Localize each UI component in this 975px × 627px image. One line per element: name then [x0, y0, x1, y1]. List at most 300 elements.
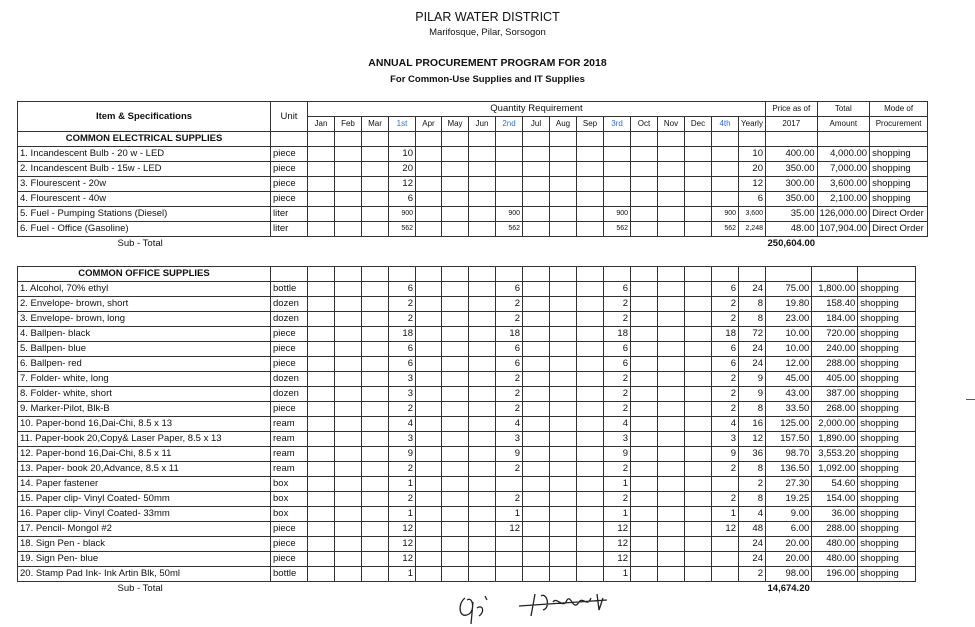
item-unit: piece: [271, 522, 308, 537]
unit-header: Unit: [271, 102, 308, 132]
table-cell: [335, 582, 362, 597]
quarter-qty: 2: [389, 462, 416, 477]
table-cell: [442, 522, 469, 537]
quarter-qty: 6: [712, 282, 739, 297]
table-cell: [416, 402, 442, 417]
table-cell: [362, 342, 389, 357]
yearly-qty: 10: [739, 147, 766, 162]
total-amount: 480.00: [812, 552, 858, 567]
table-cell: [469, 297, 496, 312]
procurement-mode: shopping: [858, 507, 916, 522]
quarter-qty: 900: [712, 207, 739, 222]
unit-price: 20.00: [766, 537, 812, 552]
procurement-mode: shopping: [858, 312, 916, 327]
table-cell: [362, 327, 389, 342]
table-cell: [362, 222, 389, 237]
total-amount: 126,000.00: [817, 207, 870, 222]
item-name: 6. Ballpen- red: [18, 357, 271, 372]
quarter-qty: 6: [389, 357, 416, 372]
yearly-qty: 2: [739, 477, 766, 492]
quarter-qty: 2: [712, 312, 739, 327]
table-cell: [362, 267, 389, 282]
quarter-qty: 18: [496, 327, 523, 342]
table-cell: [658, 177, 685, 192]
total-header: Total: [817, 102, 870, 117]
table-cell: [335, 462, 362, 477]
quarter-qty: [712, 567, 739, 582]
unit-price: 350.00: [766, 192, 818, 207]
table-cell: [362, 312, 389, 327]
table-cell: [658, 357, 685, 372]
table-cell: [469, 477, 496, 492]
table-row: [18, 372, 916, 387]
quarter-qty: 2: [712, 492, 739, 507]
table-cell: [631, 162, 658, 177]
total-amount: 3,600.00: [817, 177, 870, 192]
quarter-qty: [604, 192, 631, 207]
table-cell: [577, 192, 604, 207]
table-row: [18, 522, 916, 537]
unit-price: 6.00: [766, 522, 812, 537]
table-cell: [469, 147, 496, 162]
table-cell: [469, 222, 496, 237]
item-name: 1. Incandescent Bulb - 20 w - LED: [18, 147, 271, 162]
yearly-qty: 8: [739, 312, 766, 327]
table-cell: [523, 402, 550, 417]
unit-price: 350.00: [766, 162, 818, 177]
table-cell: [362, 237, 389, 252]
table-row: [18, 537, 916, 552]
table-row: [18, 402, 916, 417]
table-cell: [604, 237, 631, 252]
procurement-mode: shopping: [858, 567, 916, 582]
quarter-qty: 20: [389, 162, 416, 177]
procurement-mode: shopping: [858, 537, 916, 552]
table-cell: [335, 522, 362, 537]
quarter-qty: 12: [389, 177, 416, 192]
procurement-mode: shopping: [870, 162, 928, 177]
quarter-qty: 6: [712, 342, 739, 357]
table-cell: [523, 537, 550, 552]
table-row: [18, 507, 916, 522]
item-name: 5. Ballpen- blue: [18, 342, 271, 357]
item-unit: piece: [271, 192, 308, 207]
table-cell: [550, 147, 577, 162]
table-cell: [577, 162, 604, 177]
table-cell: [308, 282, 335, 297]
quarter-qty: [496, 537, 523, 552]
table-cell: [416, 567, 442, 582]
item-name: 3. Flourescent - 20w: [18, 177, 271, 192]
quarter-qty: 3: [389, 432, 416, 447]
table-cell: [523, 237, 550, 252]
month-header: Mar: [362, 117, 389, 132]
yearly-qty: 8: [739, 297, 766, 312]
table-cell: [523, 492, 550, 507]
table-cell: [362, 282, 389, 297]
yearly-qty: 72: [739, 327, 766, 342]
item-unit: dozen: [271, 312, 308, 327]
table-cell: [308, 312, 335, 327]
quarter-qty: 6: [389, 282, 416, 297]
total-amount: 158.40: [812, 297, 858, 312]
quarter-qty: 6: [604, 282, 631, 297]
quarter-qty: 2: [496, 297, 523, 312]
table-cell: [523, 282, 550, 297]
table-cell: [362, 162, 389, 177]
item-unit: ream: [271, 417, 308, 432]
table-cell: [631, 207, 658, 222]
table-cell: [631, 417, 658, 432]
table-cell: [308, 567, 335, 582]
table-cell: [658, 417, 685, 432]
table-cell: [416, 237, 442, 252]
table-cell: [631, 432, 658, 447]
table-cell: [442, 282, 469, 297]
item-unit: liter: [271, 222, 308, 237]
table-cell: [442, 507, 469, 522]
table-row: [18, 192, 928, 207]
table-cell: [416, 342, 442, 357]
table-cell: [442, 177, 469, 192]
quarter-qty: [496, 162, 523, 177]
unit-price: 12.00: [766, 357, 812, 372]
table-cell: [469, 282, 496, 297]
table-cell: [469, 192, 496, 207]
table-cell: [442, 132, 469, 147]
quarter-qty: 1: [389, 477, 416, 492]
table-cell: [442, 342, 469, 357]
item-name: 18. Sign Pen - black: [18, 537, 271, 552]
table-cell: [550, 477, 577, 492]
table-cell: [523, 132, 550, 147]
total-amount: 3,553.20: [812, 447, 858, 462]
quarter-qty: 562: [389, 222, 416, 237]
total-amount: 405.00: [812, 372, 858, 387]
total-amount: 268.00: [812, 402, 858, 417]
table-cell: [577, 447, 604, 462]
table-row: [18, 297, 916, 312]
table-cell: [577, 432, 604, 447]
table-cell: [416, 312, 442, 327]
item-unit: piece: [271, 162, 308, 177]
table-cell: [523, 387, 550, 402]
quarter-qty: 2: [604, 462, 631, 477]
table-cell: [577, 462, 604, 477]
table-cell: [658, 492, 685, 507]
table-cell: [631, 507, 658, 522]
table-cell: [685, 237, 712, 252]
procurement-mode: Direct Order: [870, 207, 928, 222]
quarter-qty: 3: [712, 432, 739, 447]
yearly-qty: 24: [739, 282, 766, 297]
table-cell: [362, 147, 389, 162]
table-cell: [335, 207, 362, 222]
quarter-qty: 2: [389, 402, 416, 417]
table-cell: [523, 177, 550, 192]
table-cell: [577, 507, 604, 522]
table-cell: [335, 387, 362, 402]
quarter-qty: 562: [604, 222, 631, 237]
table-cell: [577, 417, 604, 432]
table-row: [18, 387, 916, 402]
table-cell: [685, 552, 712, 567]
quarter-qty: 2: [496, 492, 523, 507]
yearly-qty: 9: [739, 372, 766, 387]
table-cell: [523, 507, 550, 522]
item-name: 9. Marker-Pilot, Blk-B: [18, 402, 271, 417]
quarter-qty: 900: [496, 207, 523, 222]
table-cell: [335, 222, 362, 237]
quarter-qty: [496, 192, 523, 207]
quarter-qty: 6: [496, 357, 523, 372]
table-cell: [523, 477, 550, 492]
procurement-mode: shopping: [858, 327, 916, 342]
table-cell: [442, 552, 469, 567]
total-amount: 1,800.00: [812, 282, 858, 297]
month-header: Jul: [523, 117, 550, 132]
item-name: 8. Folder- white, short: [18, 387, 271, 402]
table-cell: [308, 417, 335, 432]
table-cell: [335, 447, 362, 462]
month-header: 1st: [389, 117, 416, 132]
table-cell: [658, 297, 685, 312]
table-cell: [604, 132, 631, 147]
table-cell: [442, 492, 469, 507]
table-cell: [550, 237, 577, 252]
table-cell: [416, 582, 442, 597]
unit-price: 23.00: [766, 312, 812, 327]
table-row: [18, 282, 916, 297]
table-cell: [469, 132, 496, 147]
quarter-qty: 4: [712, 417, 739, 432]
table-cell: [631, 237, 658, 252]
quarter-qty: 562: [496, 222, 523, 237]
table-cell: [577, 147, 604, 162]
table-cell: [631, 312, 658, 327]
quarter-qty: 2: [712, 462, 739, 477]
month-header: Apr: [416, 117, 442, 132]
item-name: 16. Paper clip- Vinyl Coated- 33mm: [18, 507, 271, 522]
table-cell: [523, 297, 550, 312]
table-cell: [308, 492, 335, 507]
quarter-qty: 12: [496, 522, 523, 537]
table-cell: [271, 267, 308, 282]
table-cell: [577, 342, 604, 357]
procurement-mode: shopping: [858, 402, 916, 417]
table-cell: [658, 462, 685, 477]
table-cell: [550, 357, 577, 372]
table-cell: [550, 447, 577, 462]
table-cell: [469, 372, 496, 387]
total-amount: 107,904.00: [817, 222, 870, 237]
procurement-mode: shopping: [858, 372, 916, 387]
table-cell: [271, 237, 308, 252]
quarter-qty: 1: [604, 567, 631, 582]
electrical-supplies-table: [17, 101, 928, 251]
table-cell: [523, 192, 550, 207]
table-cell: [631, 462, 658, 477]
table-cell: [389, 132, 416, 147]
quarter-qty: 4: [604, 417, 631, 432]
table-cell: [631, 537, 658, 552]
item-name: 2. Envelope- brown, short: [18, 297, 271, 312]
table-row: [18, 327, 916, 342]
table-cell: [469, 342, 496, 357]
amount-header: Amount: [817, 117, 870, 132]
table-cell: [442, 432, 469, 447]
table-cell: [362, 447, 389, 462]
procurement-mode: shopping: [858, 447, 916, 462]
quarter-qty: 900: [389, 207, 416, 222]
table-cell: [550, 372, 577, 387]
table-cell: [416, 492, 442, 507]
table-cell: [442, 402, 469, 417]
table-cell: [631, 147, 658, 162]
section-row: [18, 132, 928, 147]
table-cell: [308, 447, 335, 462]
unit-price: 48.00: [766, 222, 818, 237]
price-year-header: 2017: [766, 117, 818, 132]
table-cell: [685, 567, 712, 582]
unit-price: 20.00: [766, 552, 812, 567]
table-row: [18, 357, 916, 372]
table-cell: [271, 132, 308, 147]
table-cell: [308, 327, 335, 342]
table-cell: [523, 462, 550, 477]
table-cell: [442, 477, 469, 492]
quarter-qty: 3: [604, 432, 631, 447]
table-cell: [308, 147, 335, 162]
quarter-qty: 18: [712, 327, 739, 342]
table-cell: [658, 507, 685, 522]
item-name: 4. Ballpen- black: [18, 327, 271, 342]
table-cell: [416, 372, 442, 387]
table-cell: [308, 507, 335, 522]
table-cell: [362, 402, 389, 417]
item-unit: box: [271, 477, 308, 492]
table-cell: [469, 387, 496, 402]
total-amount: 36.00: [812, 507, 858, 522]
table-cell: [658, 522, 685, 537]
table-cell: [308, 267, 335, 282]
item-name: 11. Paper-book 20,Copy& Laser Paper, 8.5 x 13: [18, 432, 271, 447]
table-cell: [469, 567, 496, 582]
table-cell: [308, 477, 335, 492]
table-cell: [577, 492, 604, 507]
subtotal-amount: 14,674.20: [767, 583, 810, 594]
table-cell: [766, 267, 812, 282]
yearly-qty: 9: [739, 387, 766, 402]
table-cell: [550, 552, 577, 567]
table-cell: [685, 492, 712, 507]
table-cell: [469, 507, 496, 522]
table-cell: [416, 522, 442, 537]
item-name: 1. Alcohol, 70% ethyl: [18, 282, 271, 297]
table-cell: [712, 237, 739, 252]
table-cell: [469, 162, 496, 177]
total-amount: 2,000.00: [812, 417, 858, 432]
month-header: Jun: [469, 117, 496, 132]
table-cell: [658, 162, 685, 177]
quarter-qty: [496, 552, 523, 567]
item-unit: piece: [271, 357, 308, 372]
table-row: [18, 417, 916, 432]
procurement-mode: shopping: [858, 357, 916, 372]
table-cell: [442, 222, 469, 237]
table-cell: [442, 192, 469, 207]
table-cell: [685, 297, 712, 312]
table-cell: [335, 327, 362, 342]
table-cell: [812, 582, 858, 597]
yearly-qty: 8: [739, 492, 766, 507]
table-cell: [631, 492, 658, 507]
procurement-mode: shopping: [858, 477, 916, 492]
unit-price: 19.80: [766, 297, 812, 312]
table-cell: [631, 447, 658, 462]
quarter-qty: 1: [389, 567, 416, 582]
unit-price: 10.00: [766, 342, 812, 357]
table-cell: [523, 327, 550, 342]
table-cell: [335, 432, 362, 447]
table-cell: [577, 402, 604, 417]
table-cell: [496, 132, 523, 147]
table-cell: [362, 537, 389, 552]
unit-price: 9.00: [766, 507, 812, 522]
table-row: [18, 312, 916, 327]
header-row: [18, 102, 928, 117]
procurement-mode: shopping: [858, 522, 916, 537]
org-name: PILAR WATER DISTRICT: [415, 10, 560, 24]
quarter-qty: [496, 567, 523, 582]
total-amount: 154.00: [812, 492, 858, 507]
table-cell: [469, 432, 496, 447]
table-cell: [362, 567, 389, 582]
quarter-qty: 6: [604, 357, 631, 372]
procurement-mode: shopping: [858, 492, 916, 507]
table-cell: [870, 132, 928, 147]
table-cell: [442, 207, 469, 222]
quarter-qty: 1: [712, 507, 739, 522]
quarter-qty: 562: [712, 222, 739, 237]
total-amount: 196.00: [812, 567, 858, 582]
table-cell: [577, 297, 604, 312]
table-cell: [577, 552, 604, 567]
total-amount: 54.60: [812, 477, 858, 492]
table-cell: [308, 132, 335, 147]
table-cell: [308, 342, 335, 357]
procurement-mode: Direct Order: [870, 222, 928, 237]
unit-price: 157.50: [766, 432, 812, 447]
table-cell: [442, 162, 469, 177]
quarter-qty: 1: [604, 477, 631, 492]
section-title: COMMON ELECTRICAL SUPPLIES: [18, 132, 271, 147]
item-name: 12. Paper-bond 16,Dai-Chi, 8.5 x 11: [18, 447, 271, 462]
table-cell: [685, 402, 712, 417]
quarter-qty: 12: [389, 522, 416, 537]
month-header: 3rd: [604, 117, 631, 132]
table-cell: [335, 372, 362, 387]
unit-price: 33.50: [766, 402, 812, 417]
table-cell: [658, 447, 685, 462]
quarter-qty: 2: [389, 297, 416, 312]
table-cell: [739, 132, 766, 147]
quarter-qty: 6: [604, 342, 631, 357]
unit-price: 45.00: [766, 372, 812, 387]
table-cell: [577, 207, 604, 222]
item-unit: ream: [271, 462, 308, 477]
table-cell: [577, 267, 604, 282]
